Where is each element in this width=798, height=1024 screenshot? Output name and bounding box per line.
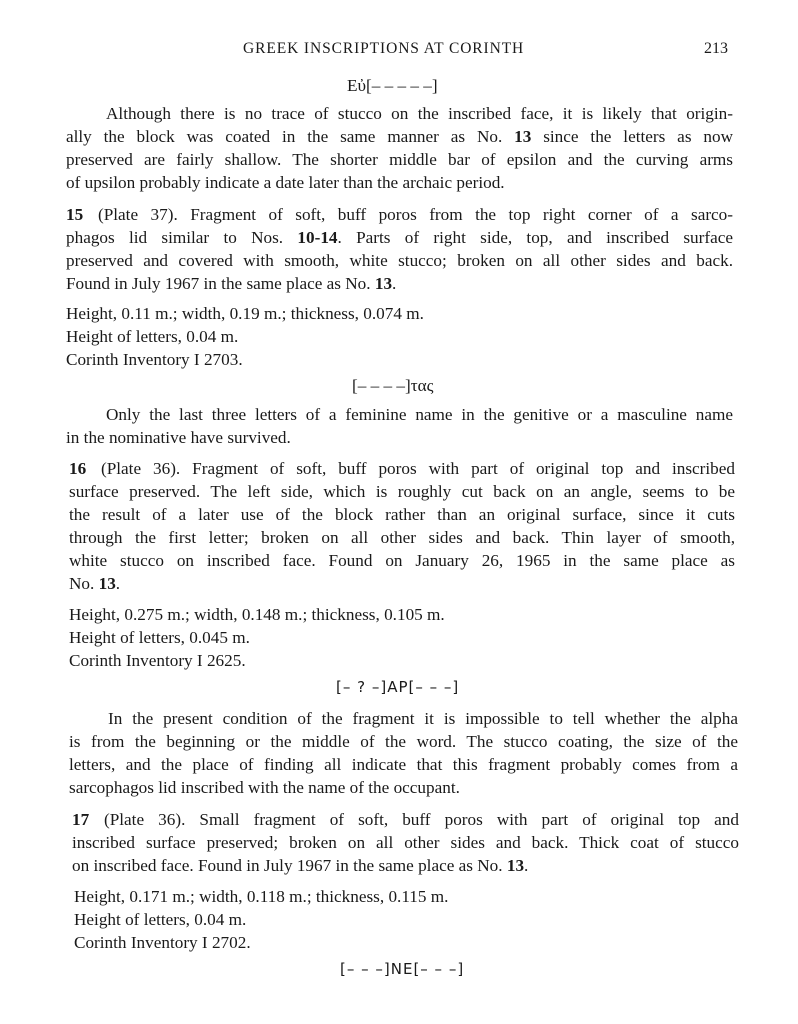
entry16-comment: In the present condition of the fragment it is impossible to tell whether the alpha [108,709,738,728]
entry16-line: No. 13. [69,574,121,593]
para14-line: preserved are fairly shallow. The shorter middle bar of epsilon and the curving arms [66,150,733,169]
inscription-text-14: Εὐ[– – – – –] [347,76,438,95]
entry15-line: phagos lid similar to Nos. 10-14. Parts of right side, top, and inscribed surface [66,228,733,247]
running-header: GREEK INSCRIPTIONS AT CORINTH [243,40,525,57]
entry15-comment: Only the last three letters of a feminine name in the genitive or a masculine name [106,405,733,424]
para14-line: of upsilon probably indicate a date later than the archaic period. [66,173,505,192]
entry15-letter-height: Height of letters, 0.04 m. [66,327,239,346]
entry16-inventory: Corinth Inventory I 2625. [69,651,246,670]
entry-number-16: 16 [69,459,87,478]
entry15-line: Found in July 1967 in the same place as No. 13. [66,274,397,293]
entry17-line: on inscribed face. Found in July 1967 in the same place as No. 13. [72,856,529,875]
entry17-inventory: Corinth Inventory I 2702. [74,933,251,952]
entry-number-15: 15 [66,205,84,224]
entry17-letter-height: Height of letters, 0.04 m. [74,910,247,929]
entry16-line: the result of a later use of the block rather than an original surface, since it cuts [69,505,735,524]
inscription-text-17: [– – –]NE[– – –] [340,960,465,978]
para14-line: ally the block was coated in the same manner as No. 13 since the letters as now [66,127,733,146]
inscription-text-16: [– ? –]AP[– – –] [336,678,460,696]
para14-line: Although there is no trace of stucco on the inscribed face, it is likely that origin- [106,104,733,123]
entry15-comment: in the nominative have survived. [66,428,291,447]
inscription-text-15: [– – – –]τας [352,376,434,395]
entry17-line: (Plate 36). Small fragment of soft, buff poros with part of original top and [104,810,739,829]
entry17-line: inscribed surface preserved; broken on all other sides and back. Thick coat of stucco [72,833,739,852]
entry-number-17: 17 [72,810,90,829]
entry16-letter-height: Height of letters, 0.045 m. [69,628,250,647]
entry16-line: white stucco on inscribed face. Found on January 26, 1965 in the same place as [69,551,735,570]
entry16-dimensions: Height, 0.275 m.; width, 0.148 m.; thickness, 0.105 m. [69,605,445,624]
entry16-comment: sarcophagos lid inscribed with the name of the occupant. [69,778,460,797]
entry16-line: (Plate 36). Fragment of soft, buff poros with part of original top and inscribed [101,459,735,478]
entry15-line: (Plate 37). Fragment of soft, buff poros from the top right corner of a sarco- [98,205,733,224]
entry15-dimensions: Height, 0.11 m.; width, 0.19 m.; thickness, 0.074 m. [66,304,424,323]
entry16-comment: letters, and the place of finding all indicate that this fragment probably comes from a [69,755,738,774]
entry15-line: preserved and covered with smooth, white stucco; broken on all other sides and back. [66,251,733,270]
entry15-inventory: Corinth Inventory I 2703. [66,350,243,369]
entry17-dimensions: Height, 0.171 m.; width, 0.118 m.; thickness, 0.115 m. [74,887,449,906]
entry16-line: through the first letter; broken on all other sides and back. Thin layer of smooth, [69,528,735,547]
page-number: 213 [704,40,728,57]
entry16-comment: is from the beginning or the middle of the word. The stucco coating, the size of the [69,732,738,751]
entry16-line: surface preserved. The left side, which is roughly cut back on an angle, seems to be [69,482,735,501]
